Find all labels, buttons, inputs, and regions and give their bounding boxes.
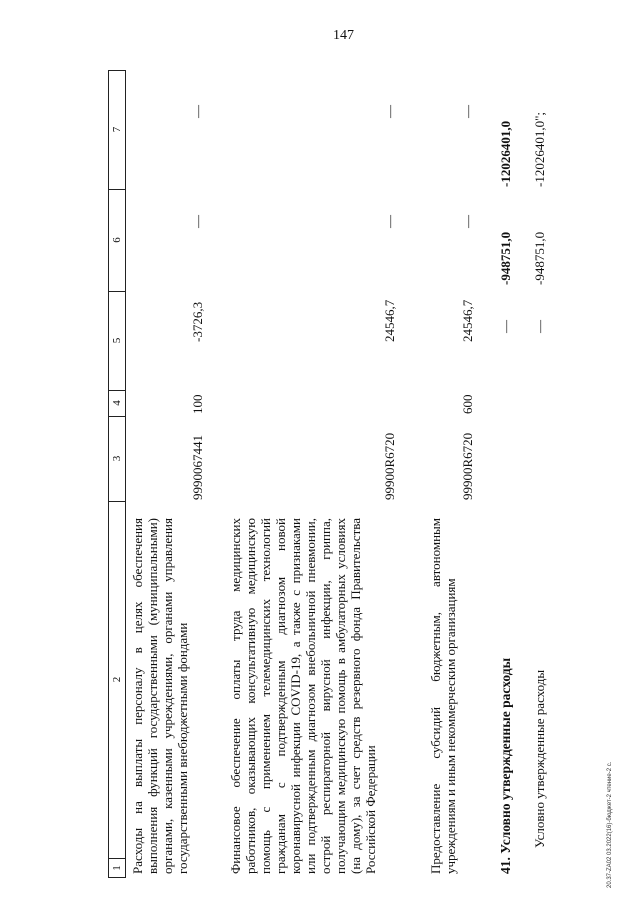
row-name: Предоставление субсидий бюджетным, автономным учреждениям и иным некоммерческим организациям (428, 518, 458, 874)
rotated-table (108, 70, 548, 878)
row-vr: 600 (460, 394, 475, 414)
header-col-2: 2 (109, 501, 125, 859)
row-col7: -12026401,0"; (532, 112, 547, 187)
row-col5: — (532, 320, 547, 333)
row-col5: 24546,7 (460, 299, 475, 342)
header-col-3: 3 (109, 416, 125, 502)
row-col6: — (382, 215, 397, 228)
row-col7: -12026401,0 (498, 120, 513, 187)
header-col-7: 7 (109, 70, 125, 190)
row-col5: — (498, 320, 513, 333)
header-col-1: 1 (111, 865, 123, 871)
row-name: 41. Условно утвержденные расходы (498, 657, 513, 874)
header-col-4: 4 (109, 390, 125, 417)
row-col5: -3726,3 (190, 301, 205, 342)
row-vr: 100 (190, 394, 205, 414)
row-name: Расходы на выплаты персоналу в целях обеспечения выполнения функций государственными (муниципальными) органами, казенными учреждениями, органами управления государственными внебюджетными фондами (130, 518, 190, 874)
header-col-6: 6 (109, 189, 125, 292)
row-col6: -948751,0 (532, 231, 547, 285)
table-header (108, 70, 126, 878)
row-name: Финансовое обеспечение оплаты труда медицинских работников, оказывающих консультативную медицинскую помощь с применением телемедицинских технологий гражданам с подтвержденным диагнозом новой коронавирусной инфекции COVID-19, а также с признаками или подтвержденным диагнозом внебольничной пневмонии, острой респираторной вирусной инфекции, гриппа, получающим медицинскую помощь в амбулаторных условиях (на дому), за счет средств резервного фонда Правительства Российской Федерации (228, 518, 378, 874)
row-code: 9990067441 (190, 435, 205, 500)
row-col6: — (190, 215, 205, 228)
row-col6: -948751,0 (498, 231, 513, 285)
row-col7: — (190, 105, 205, 118)
row-code: 99900R6720 (382, 432, 397, 500)
row-col5: 24546,7 (382, 299, 397, 342)
row-col6: — (460, 215, 475, 228)
page-number: 147 (333, 28, 354, 43)
row-name: Условно утвержденные расходы (532, 669, 547, 848)
row-col7: — (460, 105, 475, 118)
header-col-5: 5 (109, 291, 125, 391)
row-code: 99900R6720 (460, 432, 475, 500)
row-col7: — (382, 105, 397, 118)
document-mark: 20.37-ZA02 03.2022(16)-бюджет-2 чтение-2 с. (607, 761, 613, 888)
